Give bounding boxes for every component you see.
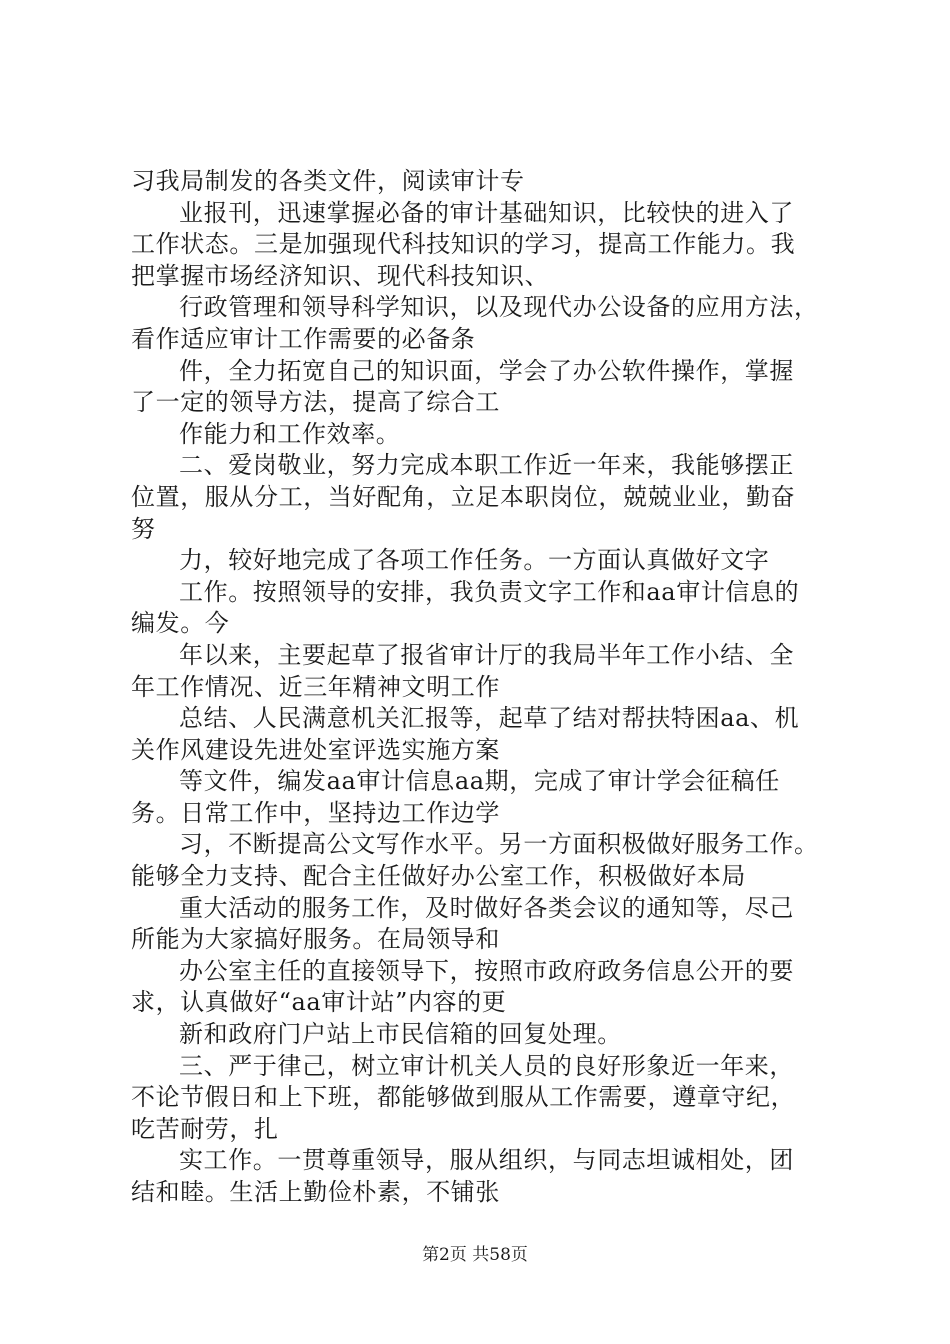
paragraph-line: 等文件，编发aa审计信息aa期，完成了审计学会征稿任 bbox=[179, 767, 780, 796]
paragraph-line: 总结、人民满意机关汇报等，起草了结对帮扶特困aa、机 bbox=[179, 704, 800, 733]
paragraph-line: 实工作。一贯尊重领导，服从组织，与同志坦诚相处，团 bbox=[179, 1146, 794, 1175]
paragraph-line: 关作风建设先进处室评选实施方案 bbox=[131, 735, 500, 764]
paragraph-line: 行政管理和领导科学知识，以及现代办公设备的应用方法， bbox=[179, 293, 819, 322]
paragraph-line: 吃苦耐劳，扎 bbox=[131, 1114, 279, 1143]
paragraph-line: 年以来，主要起草了报省审计厅的我局半年工作小结、全 bbox=[179, 640, 794, 669]
paragraph-line: 三、严于律己，树立审计机关人员的良好形象近一年来， bbox=[179, 1051, 794, 1080]
paragraph-line: 新和政府门户站上市民信箱的回复处理。 bbox=[179, 1020, 622, 1049]
paragraph-line: 年工作情况、近三年精神文明工作 bbox=[131, 672, 500, 701]
paragraph-line: 把掌握市场经济知识、现代科技知识、 bbox=[131, 261, 550, 290]
paragraph-line: 不论节假日和上下班，都能够做到服从工作需要，遵章守纪， bbox=[131, 1083, 796, 1112]
paragraph-line: 力，较好地完成了各项工作任务。一方面认真做好文字 bbox=[179, 546, 770, 575]
paragraph-line: 结和睦。生活上勤俭朴素，不铺张 bbox=[131, 1178, 500, 1206]
paragraph-line: 编发。今 bbox=[131, 609, 230, 638]
paragraph-line: 件，全力拓宽自己的知识面，学会了办公软件操作，掌握 bbox=[179, 356, 794, 385]
paragraph-line: 所能为大家搞好服务。在局领导和 bbox=[131, 925, 500, 954]
paragraph-line: 了一定的领导方法，提高了综合工 bbox=[131, 388, 500, 417]
paragraph-line: 习，不断提高公文写作水平。另一方面积极做好服务工作。 bbox=[179, 830, 819, 859]
paragraph-line: 二、爱岗敬业，努力完成本职工作近一年来，我能够摆正 bbox=[179, 451, 794, 480]
paragraph-line: 作能力和工作效率。 bbox=[179, 419, 401, 448]
paragraph-line: 工作。按照领导的安排，我负责文字工作和aa审计信息的 bbox=[179, 577, 800, 606]
paragraph-line: 努 bbox=[131, 514, 156, 543]
document-body bbox=[131, 166, 831, 1209]
paragraph-line: 工作状态。三是加强现代科技知识的学习，提高工作能力。我 bbox=[131, 230, 796, 259]
paragraph-line: 位置，服从分工，当好配角，立足本职岗位，兢兢业业，勤奋 bbox=[131, 482, 796, 511]
paragraph-line: 业报刊，迅速掌握必备的审计基础知识，比较快的进入了 bbox=[179, 198, 794, 227]
paragraph-line: 看作适应审计工作需要的必备条 bbox=[131, 324, 476, 353]
paragraph-line: 求，认真做好“aa审计站”内容的更 bbox=[131, 988, 507, 1017]
paragraph-line: 重大活动的服务工作，及时做好各类会议的通知等，尽己 bbox=[179, 893, 794, 922]
paragraph-line: 办公室主任的直接领导下，按照市政府政务信息公开的要 bbox=[179, 956, 794, 985]
paragraph-line: 习我局制发的各类文件，阅读审计专 bbox=[131, 167, 525, 195]
paragraph-line: 务。日常工作中，坚持边工作边学 bbox=[131, 798, 500, 827]
paragraph-line: 能够全力支持、配合主任做好办公室工作，积极做好本局 bbox=[131, 862, 746, 891]
page-footer: 第2页 共58页 bbox=[422, 1245, 528, 1265]
